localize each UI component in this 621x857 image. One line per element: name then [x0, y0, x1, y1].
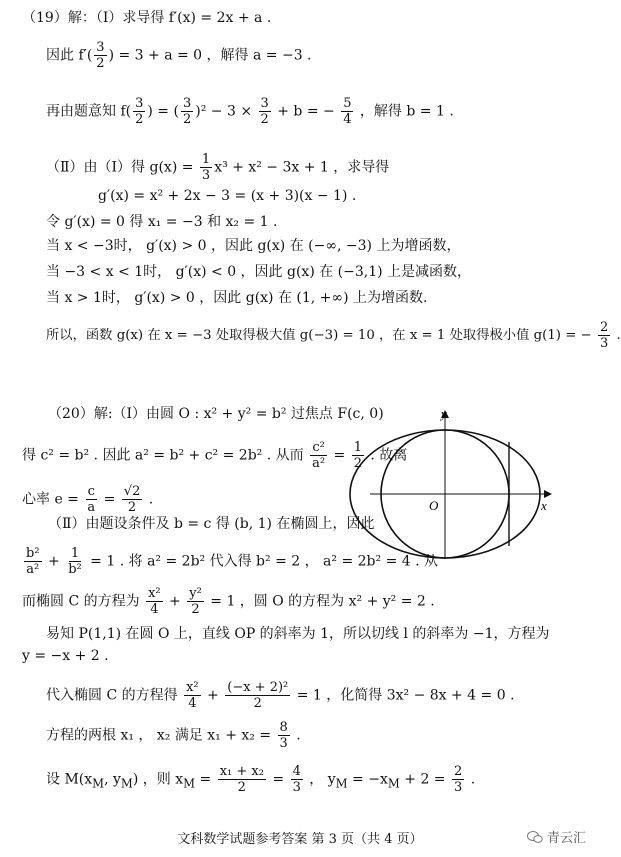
q20-line-10: 方程的两根 x₁ ， x₂ 满足 x₁ + x₂ = $\frac{8}{3}$ .: [46, 720, 301, 751]
q20-line-9: 代入椭圆 C 的方程得 $\frac{\text{x²}}{4}$ + $\frac{\text{(−x + 2)²}}{2}$ = 1 ，化简得 3x² − 8x + 4 = 0 .: [46, 680, 515, 711]
q20-line-4: （Ⅱ）由题设条件及 b = c 得 (b, 1) 在椭圆上，因此: [48, 516, 375, 532]
q19-line-10: 所以，函数 g(x) 在 x = −3 处取得极大值 g(−3) = 10 ，在 x = 1 处取得极小值 g(1) = − $\frac{2}{3}$ .: [46, 320, 621, 351]
q19-line-2: 因此 f′( $\frac{3}{2}$ ) = 3 + a = 0 ，解得 a = −3 .: [46, 40, 312, 71]
q19-line-8: 当 −3 < x < 1时， g′(x) < 0 ，因此 g(x) 在 (−3,1) 上是减函数，: [46, 264, 472, 280]
x-label: x: [541, 498, 547, 513]
watermark: 青云汇: [527, 827, 586, 846]
q20-line-3: 心率 e = $\frac{c}{a}$ = $\frac{√2}{2}$ .: [22, 484, 154, 515]
page-footer: 文科数学试题参考答案 第 3 页（共 4 页）: [177, 832, 423, 847]
chat-icon: [527, 830, 543, 844]
q20-line-1: （20）解:（Ⅰ）由圆 O : x² + y² = b² 过焦点 F(c, 0): [48, 406, 384, 422]
q19-line-4: （Ⅱ）由（Ⅰ）得 g(x) = $\frac{1}{3}$ x³ + x² − 3x + 1 ，求导得: [46, 152, 390, 183]
fraction: $\frac{3}{2}$: [96, 40, 105, 71]
q19-line-6: 令 g′(x) = 0 得 x₁ = −3 和 x₂ = 1 .: [46, 214, 278, 230]
q19-line-5: g′(x) = x² + 2x − 3 = (x + 3)(x − 1) .: [98, 188, 357, 204]
q20-line-6: 而椭圆 C 的方程为 $\frac{\text{x²}}{4}$ + $\frac{\text{y²}}{2}$ = 1 ，圆 O 的方程为 x² + y² = 2 .: [22, 586, 435, 617]
origin-label: O: [429, 498, 439, 513]
q19-line-3: 再由题意知 f( $\frac{3}{2}$ ) = ( $\frac{3}{2}$ )² − 3 × $\frac{3}{2}$ + b = − $\frac{5}{4}$ ，解得 b = 1 .: [46, 96, 454, 127]
q20-line-7: 易知 P(1,1) 在圆 O 上，直线 OP 的斜率为 1，所以切线 l 的斜率为 −1，方程为: [46, 626, 550, 642]
q20-line-11: 设 $M(x_M$, $y_M$) ，则 $x_M$ = $\frac{\text{x₁ + x₂}}{2}$ = $\frac{4}{3}$ ， $y_M = -x_M + 2$ = $\frac{2}{3}$ .: [46, 764, 476, 795]
y-label: y: [441, 406, 447, 421]
ellipse-circle-figure: [365, 404, 565, 564]
q19-line-1: （19）解：（Ⅰ）求导得 f′(x) = 2x + a .: [22, 10, 272, 26]
q19-line-9: 当 x > 1时， g′(x) > 0 ，因此 g(x) 在 (1, +∞) 上为增函数.: [46, 290, 428, 306]
q19-line-7: 当 x < −3时， g′(x) > 0 ，因此 g(x) 在 (−∞, −3) 上为增函数，: [46, 238, 461, 254]
q20-line-8: y = −x + 2 .: [22, 648, 109, 664]
q20-line-2: 得 c² = b² . 因此 a² = b² + c² = 2b² . 从而 $\frac{\text{c²}}{\text{a²}}$ = $\frac{1}{2}$ . 故离: [22, 440, 408, 471]
q20-line-5: $\frac{\text{b²}}{\text{a²}}$ + $\frac{1}{\text{b²}}$ = 1 . 将 a² = 2b² 代入得 b² = 2 ， a² = 2b² = 4 . 从: [26, 546, 439, 577]
